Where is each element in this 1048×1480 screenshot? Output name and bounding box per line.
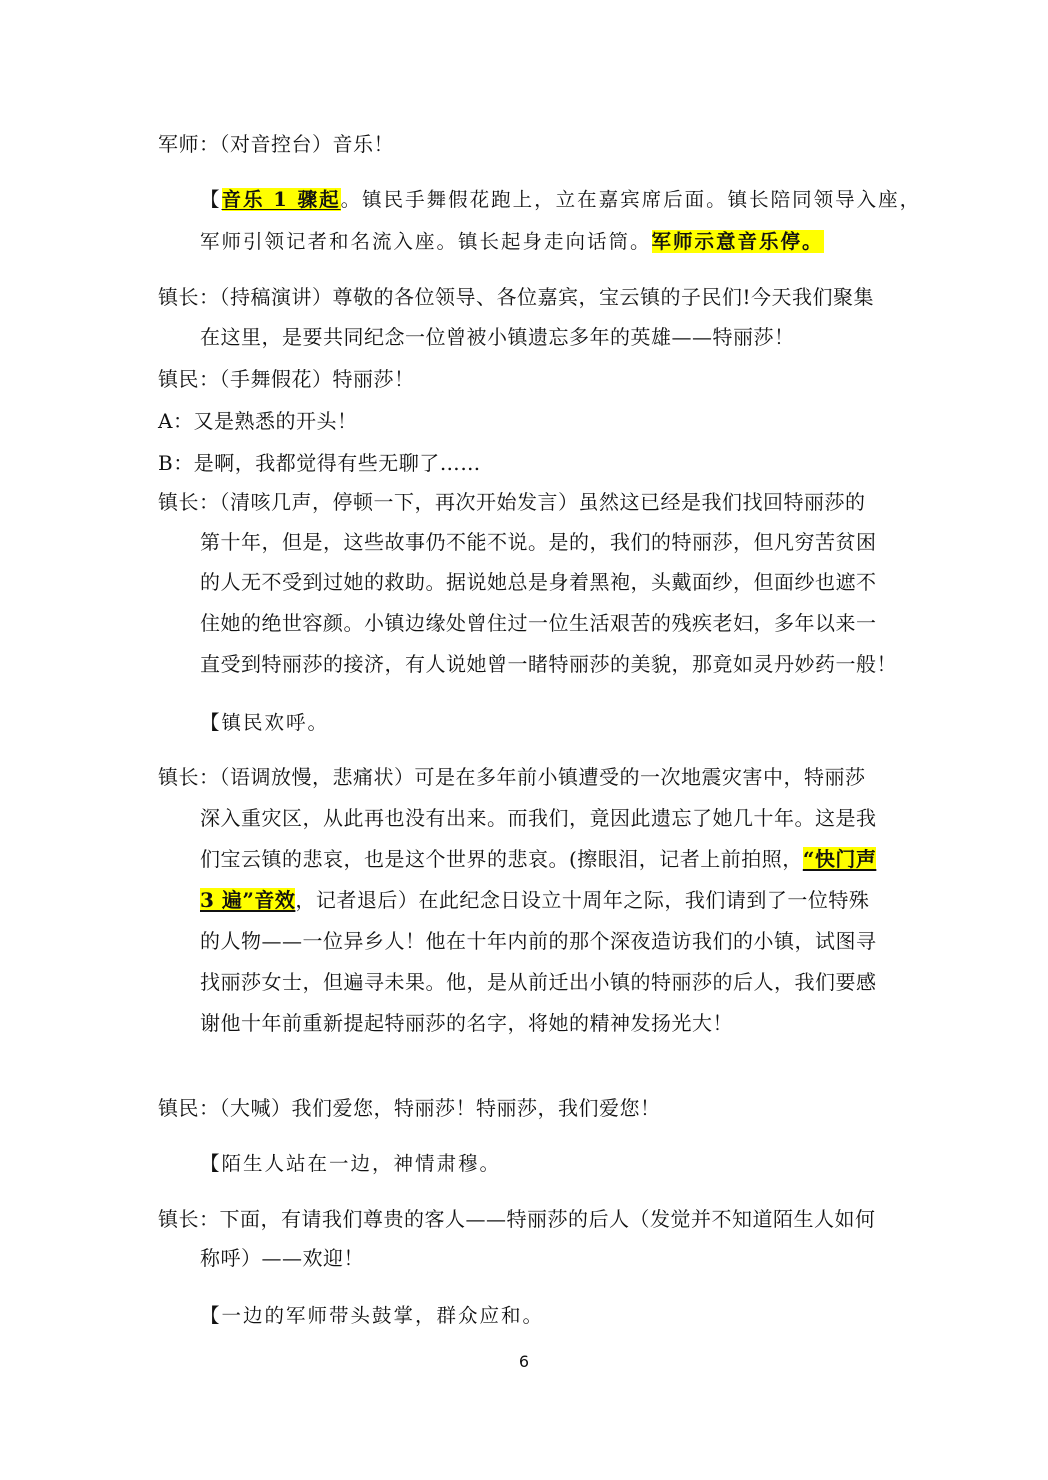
direction-text: 。镇民手舞假花跑上，立在嘉宾席后面。镇长陪同领导入座， bbox=[340, 188, 922, 211]
direction-text: 军师引领记者和名流入座。镇长起身走向话筒。 bbox=[200, 230, 652, 253]
bracket: 【 bbox=[200, 188, 222, 211]
stage-direction-line: 【陌生人站在一边，神情肃穆。 bbox=[200, 1152, 502, 1175]
dialogue-line: 镇长：（持稿演讲）尊敬的各位领导、各位嘉宾，宝云镇的子民们!今天我们聚集 bbox=[158, 285, 875, 309]
highlighted-cue: 音乐 1 骤起 bbox=[221, 188, 341, 211]
dialogue-line: 称呼）——欢迎！ bbox=[200, 1246, 364, 1270]
dialogue-line: A：又是熟悉的开头！ bbox=[158, 409, 358, 433]
highlighted-cue: “快门声 bbox=[802, 847, 877, 871]
dialogue-line: 谢他十年前重新提起特丽莎的名字，将她的精神发扬光大！ bbox=[200, 1011, 733, 1035]
dialogue-line: 住她的绝世容颜。小镇边缘处曾住过一位生活艰苦的残疾老妇，多年以来一 bbox=[200, 611, 877, 635]
dialogue-line: 镇民：（大喊）我们爱您，特丽莎！特丽莎，我们爱您！ bbox=[158, 1096, 661, 1120]
dialogue-text: ，记者退后）在此纪念日设立十周年之际，我们请到了一位特殊 bbox=[295, 888, 870, 912]
dialogue-line bbox=[200, 845, 876, 873]
highlighted-cue: 3 遍”音效 bbox=[200, 888, 296, 912]
dialogue-line: 的人无不受到过她的救助。据说她总是身着黑袍，头戴面纱，但面纱也遮不 bbox=[200, 570, 877, 594]
stage-direction-line bbox=[200, 186, 921, 214]
stage-direction-line: 【镇民欢呼。 bbox=[200, 711, 330, 734]
dialogue-line: 直受到特丽莎的接济，有人说她曾一睹特丽莎的美貌，那竟如灵丹妙药一般！ bbox=[200, 652, 897, 676]
stage-direction-line bbox=[200, 228, 824, 256]
stage-direction-line: 【一边的军师带头鼓掌，群众应和。 bbox=[200, 1304, 545, 1327]
dialogue-line: 在这里，是要共同纪念一位曾被小镇遗忘多年的英雄——特丽莎！ bbox=[200, 325, 795, 349]
dialogue-line: 镇长：下面，有请我们尊贵的客人——特丽莎的后人（发觉并不知道陌生人如何 bbox=[158, 1207, 876, 1231]
dialogue-line: 镇长：（清咳几声，停顿一下，再次开始发言）虽然这已经是我们找回特丽莎的 bbox=[158, 490, 866, 514]
dialogue-line: 镇民：（手舞假花）特丽莎！ bbox=[158, 367, 415, 391]
highlighted-cue: 军师示意音乐停。 bbox=[651, 230, 824, 253]
dialogue-line bbox=[200, 886, 869, 914]
page-number: 6 bbox=[518, 1352, 530, 1371]
dialogue-line: 的人物——一位异乡人！他在十年内前的那个深夜造访我们的小镇，试图寻 bbox=[200, 929, 877, 953]
dialogue-line: 第十年，但是，这些故事仍不能不说。是的，我们的特丽莎，但凡穷苦贫困 bbox=[200, 530, 877, 554]
dialogue-line: B：是啊，我都觉得有些无聊了…… bbox=[158, 451, 481, 475]
dialogue-line: 深入重灾区，从此再也没有出来。而我们，竟因此遗忘了她几十年。这是我 bbox=[200, 806, 877, 830]
dialogue-text: 们宝云镇的悲哀，也是这个世界的悲哀。(擦眼泪，记者上前拍照， bbox=[200, 847, 803, 871]
dialogue-line: 军师：（对音控台）音乐！ bbox=[158, 132, 394, 156]
dialogue-line: 找丽莎女士，但遍寻未果。他，是从前迁出小镇的特丽莎的后人，我们要感 bbox=[200, 970, 877, 994]
dialogue-line: 镇长：（语调放慢，悲痛状）可是在多年前小镇遭受的一次地震灾害中，特丽莎 bbox=[158, 765, 866, 789]
